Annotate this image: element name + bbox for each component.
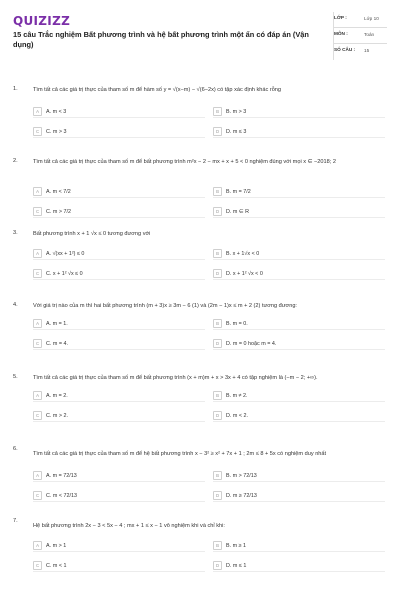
option-c[interactable] (33, 268, 205, 280)
option-letter: A (33, 471, 42, 480)
option-a[interactable] (33, 248, 205, 260)
options-grid (33, 540, 385, 572)
option-letter: D (213, 339, 222, 348)
option-letter: B (213, 471, 222, 480)
option-letter: A (33, 541, 42, 550)
option-letter: C (33, 269, 42, 278)
option-text: C. m > 7/2 (46, 208, 72, 215)
question-number: 7. (13, 518, 18, 524)
option-text: C. m > 3 (46, 128, 67, 135)
option-d[interactable] (213, 410, 385, 422)
option-letter: A (33, 391, 42, 400)
option-text: D. m ≥ 72/13 (226, 492, 257, 499)
option-letter: A (33, 187, 42, 196)
question-2 (13, 158, 387, 230)
meta-table (333, 12, 387, 60)
option-b[interactable] (213, 186, 385, 198)
option-c[interactable] (33, 490, 205, 502)
meta-row-class (334, 12, 387, 28)
option-letter: C (33, 339, 42, 348)
question-number: 4. (13, 302, 18, 308)
option-c[interactable] (33, 206, 205, 218)
option-letter: D (213, 269, 222, 278)
question-number: 6. (13, 446, 18, 452)
option-letter: C (33, 491, 42, 500)
option-d[interactable] (213, 206, 385, 218)
option-text: A. m > 1 (46, 542, 67, 549)
question-number: 2. (13, 158, 18, 164)
option-text: B. m > 3 (226, 108, 247, 115)
document-header (13, 10, 387, 70)
question-text: Với giá trị nào của m thì hai bất phương trình (m + 3)x ≥ 3m − 6 (1) và (2m − 1)x ≤ m + 2 (2) tương đương: (33, 303, 297, 309)
option-text: B. m = 0. (226, 320, 248, 327)
option-letter: B (213, 541, 222, 550)
option-d[interactable] (213, 126, 385, 138)
option-text: B. x + 1√x < 0 (226, 250, 260, 257)
question-number: 1. (13, 86, 18, 92)
option-a[interactable] (33, 186, 205, 198)
option-text: B. m ≠ 2. (226, 392, 248, 399)
question-text: Tìm tất cả các giá trị thực của tham số m để bất phương trình (x + m)m + x > 3x + 4 có tập nghiệm là (−m − 2; +∞). (33, 375, 318, 381)
question-text: Hệ bất phương trình 2x − 3 < 5x − 4 ; mx + 1 ≤ x − 1 vô nghiệm khi và chỉ khi: (33, 523, 225, 529)
options-grid (33, 106, 385, 138)
option-d[interactable] (213, 560, 385, 572)
option-b[interactable] (213, 470, 385, 482)
option-letter: A (33, 107, 42, 116)
page-title: 15 câu Trắc nghiệm Bất phương trình và hệ bất phương trình một ẩn có đáp án (Vận dụng) (13, 30, 309, 49)
meta-value: 15 (364, 48, 370, 53)
option-text: D. m ≤ 3 (226, 128, 247, 135)
option-letter: B (213, 107, 222, 116)
option-text: C. m > 2. (46, 412, 69, 419)
option-text: A. m = 1. (46, 320, 68, 327)
option-text: D. m ∈ R (226, 208, 249, 215)
option-letter: B (213, 187, 222, 196)
question-text: Tìm tất cả các giá trị thực của tham số m để bất phương trình m²x − 2 − mx + x + 5 < 0 nghiệm đúng với mọi x ∈ −2018; 2 (33, 159, 336, 165)
option-letter: B (213, 319, 222, 328)
option-letter: A (33, 319, 42, 328)
option-a[interactable] (33, 470, 205, 482)
option-b[interactable] (213, 106, 385, 118)
option-letter: D (213, 491, 222, 500)
option-text: A. m = 72/13 (46, 472, 77, 479)
question-5 (13, 374, 387, 446)
question-1 (13, 86, 387, 158)
option-letter: C (33, 411, 42, 420)
meta-label: MÔN : (334, 31, 348, 36)
option-text: C. m = 4. (46, 340, 69, 347)
option-letter: B (213, 391, 222, 400)
option-letter: D (213, 561, 222, 570)
option-text: D. m = 0 hoặc m = 4. (226, 340, 277, 347)
option-b[interactable] (213, 248, 385, 260)
option-letter: C (33, 207, 42, 216)
option-text: B. m = 7/2 (226, 188, 251, 195)
option-b[interactable] (213, 318, 385, 330)
question-text: Tìm tất cả các giá trị thực của tham số m để hệ bất phương trình x − 3² ≥ x² + 7x + 1 ; 2m ≤ 8 + 5x có nghiệm duy nhất (33, 451, 327, 457)
question-number: 5. (13, 374, 18, 380)
option-letter: A (33, 249, 42, 258)
option-text: A. √(xx + 1²) ≤ 0 (46, 250, 85, 257)
option-text: B. m ≥ 1 (226, 542, 247, 549)
options-grid (33, 470, 385, 502)
option-text: A. m = 2. (46, 392, 68, 399)
option-b[interactable] (213, 540, 385, 552)
option-letter: D (213, 207, 222, 216)
question-list (13, 86, 387, 590)
question-4 (13, 302, 387, 374)
option-text: B. m > 72/13 (226, 472, 257, 479)
option-text: D. m < 2. (226, 412, 249, 419)
question-text: Bất phương trình x + 1 √x ≤ 0 tương đương với (33, 231, 151, 237)
option-text: D. m ≤ 1 (226, 562, 247, 569)
option-c[interactable] (33, 338, 205, 350)
quizizz-logo: QUIZIZZ (13, 14, 71, 28)
option-text: C. m < 72/13 (46, 492, 78, 499)
meta-label: LỚP : (334, 15, 347, 20)
option-c[interactable] (33, 410, 205, 422)
options-grid (33, 318, 385, 350)
option-a[interactable] (33, 106, 205, 118)
option-c[interactable] (33, 126, 205, 138)
option-a[interactable] (33, 390, 205, 402)
option-letter: C (33, 127, 42, 136)
option-letter: C (33, 561, 42, 570)
option-letter: B (213, 249, 222, 258)
option-b[interactable] (213, 390, 385, 402)
meta-value: Toán (364, 32, 375, 37)
option-a[interactable] (33, 318, 205, 330)
question-text: Tìm tất cả các giá trị thực của tham số m để hàm số y = √(x−m) − √(6−2x) có tập xác định khác rỗng (33, 87, 282, 93)
option-letter: D (213, 411, 222, 420)
option-d[interactable] (213, 490, 385, 502)
question-6 (13, 446, 387, 518)
option-text: C. m < 1 (46, 562, 67, 569)
meta-row-count (334, 44, 387, 60)
option-letter: D (213, 127, 222, 136)
options-grid (33, 186, 385, 218)
meta-value: Lớp 10 (364, 16, 379, 21)
meta-row-subject (334, 28, 387, 44)
option-text: C. x + 1² √x ≤ 0 (46, 270, 83, 277)
question-number: 3. (13, 230, 18, 236)
option-text: A. m < 3 (46, 108, 67, 115)
option-d[interactable] (213, 338, 385, 350)
option-c[interactable] (33, 560, 205, 572)
option-text: D. x + 1² √x < 0 (226, 270, 263, 277)
options-grid (33, 248, 385, 280)
question-7 (13, 518, 387, 590)
meta-label: SỐ CÂU : (334, 47, 356, 52)
question-3 (13, 230, 387, 302)
options-grid (33, 390, 385, 422)
option-a[interactable] (33, 540, 205, 552)
option-text: A. m < 7/2 (46, 188, 71, 195)
option-d[interactable] (213, 268, 385, 280)
